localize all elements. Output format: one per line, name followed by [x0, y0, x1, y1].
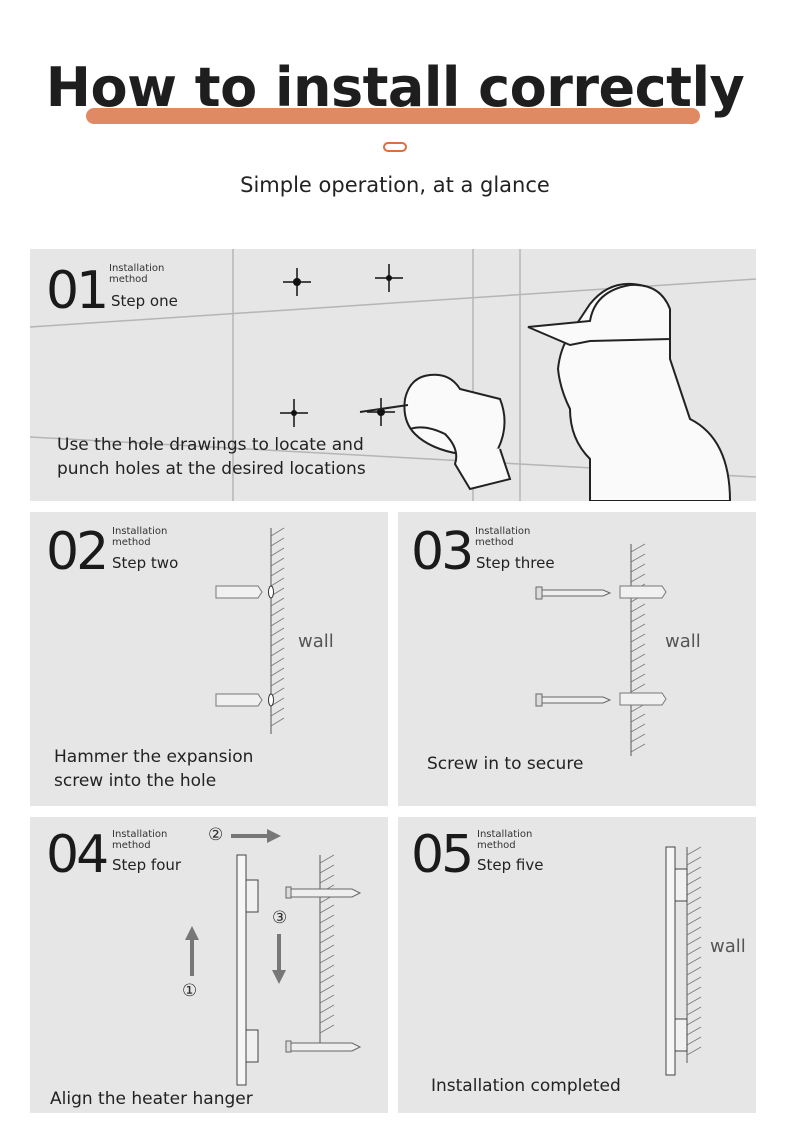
- arrow-right-icon: [231, 829, 281, 843]
- step-panel-1: [30, 249, 756, 501]
- step-marker-1: ①: [182, 981, 198, 1001]
- step-panel-4: [30, 817, 388, 1113]
- step-label: Step five: [477, 856, 544, 874]
- step-panel-3: [398, 512, 756, 806]
- hanger-bracket: [675, 1019, 687, 1051]
- crosshair-icon: [280, 264, 403, 427]
- wall-label: wall: [665, 631, 701, 652]
- heater-panel: [666, 847, 675, 1075]
- step-description-line-2: screw into the hole: [54, 771, 217, 791]
- step-label: Step one: [111, 292, 178, 310]
- wall-label: wall: [298, 631, 334, 652]
- step-number: 03: [411, 522, 472, 582]
- step-description-line-1: Align the heater hanger: [50, 1089, 253, 1109]
- arrow-down-icon: [272, 934, 286, 984]
- step-description-line-2: punch holes at the desired locations: [57, 459, 366, 479]
- heater-panel: [237, 855, 246, 1085]
- step-panel-5: [398, 817, 756, 1113]
- step-marker-2: ②: [208, 825, 224, 845]
- step-method-label: Installation method: [112, 526, 168, 548]
- step-method-label: Installation method: [109, 263, 165, 285]
- step-number: 05: [411, 825, 472, 885]
- header: [0, 0, 790, 230]
- step-description-line-1: Hammer the expansion: [54, 747, 254, 767]
- step-number: 02: [46, 522, 107, 582]
- step-number: 04: [46, 825, 107, 885]
- hanger-bracket: [246, 1030, 258, 1062]
- page-subtitle: Simple operation, at a glance: [240, 173, 550, 197]
- step-label: Step two: [112, 554, 179, 572]
- step-label: Step three: [476, 554, 555, 572]
- step-label: Step four: [112, 856, 182, 874]
- arrow-up-icon: [185, 926, 199, 976]
- step-panel-2: [30, 512, 388, 806]
- hanger-bracket: [246, 880, 258, 912]
- step-method-label: Installation method: [477, 829, 533, 851]
- step-description-line-1: Use the hole drawings to locate and: [57, 435, 364, 455]
- screw-icon: [286, 887, 360, 1052]
- anchor-icon: [216, 586, 262, 706]
- step-method-label: Installation method: [112, 829, 168, 851]
- step-description-line-1: Screw in to secure: [427, 754, 584, 774]
- step-description-line-1: Installation completed: [431, 1076, 621, 1096]
- step-marker-3: ③: [272, 908, 288, 928]
- hanger-bracket: [675, 869, 687, 901]
- wall-label: wall: [710, 936, 746, 957]
- worker-figure: [404, 284, 730, 501]
- screw-icon: [536, 587, 610, 706]
- decorative-pill-icon: [383, 142, 407, 152]
- page-title: How to install correctly: [45, 56, 745, 119]
- step-method-label: Installation method: [475, 526, 531, 548]
- step-number: 01: [46, 261, 107, 321]
